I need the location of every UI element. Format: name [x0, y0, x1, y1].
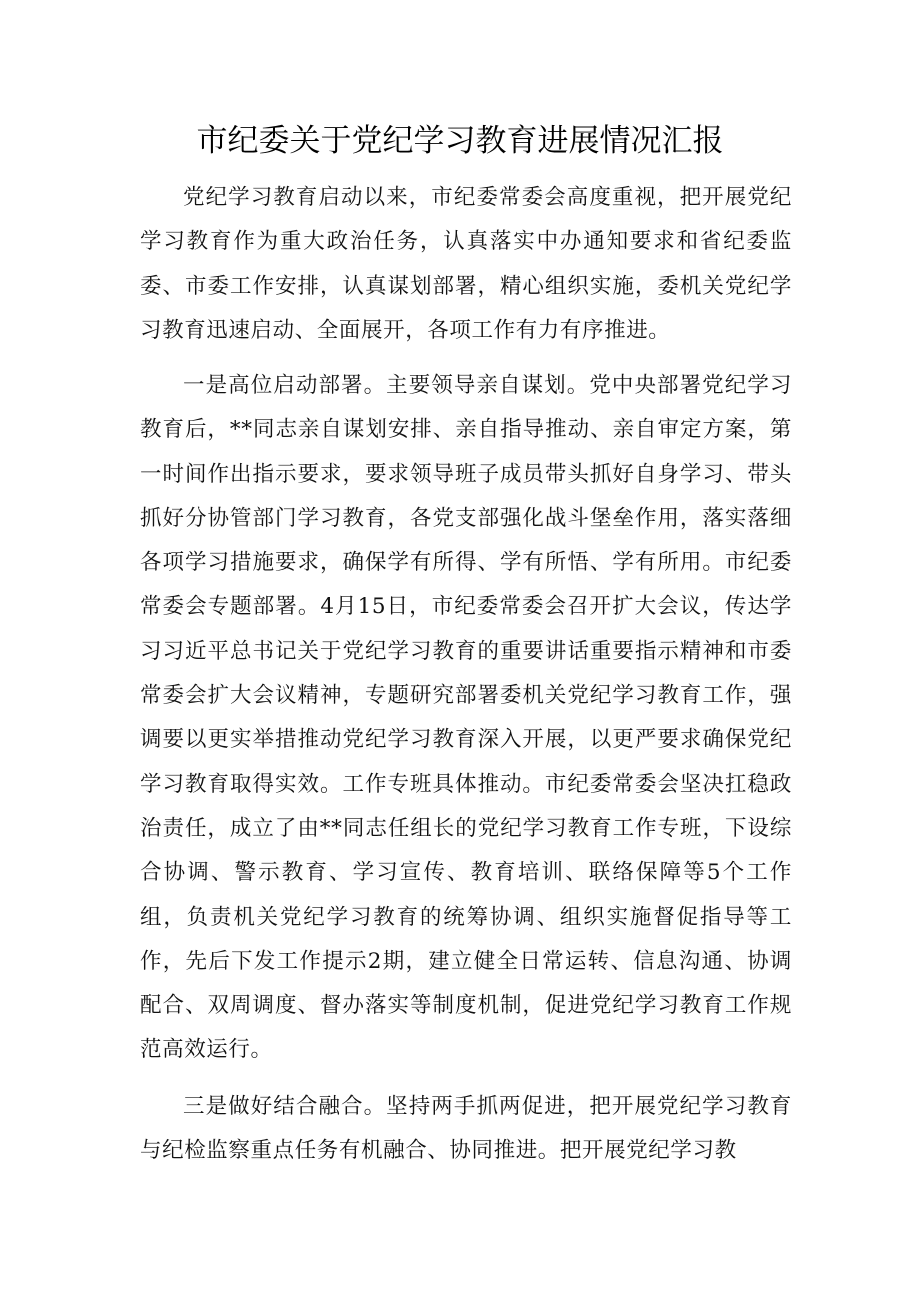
- paragraph-section-three: 三是做好结合融合。坚持两手抓两促进，把开展党纪学习教育与纪检监察重点任务有机融合、协同推进。把开展党纪学习教: [140, 1094, 792, 1164]
- paragraph-section-one: 一是高位启动部署。主要领导亲自谋划。党中央部署党纪学习教育后，**同志亲自谋划安排、亲自指导推动、亲自审定方案，第一时间作出指示要求，要求领导班子成员带头抓好自身学习、带头抓好分协管部门学习教育，各党支部强化战斗堡垒作用，落实落细各项学习措施要求，确保学有所得、学有所悟、学有所用。市纪委常委会专题部署。4月15日，市纪委常委会召开扩大会议，传达学习习近平总书记关于党纪学习教育的重要讲话重要指示精神和市委常委会扩大会议精神，专题研究部署委机关党纪学习教育工作，强调要以更实举措推动党纪学习教育深入开展，以更严要求确保党纪学习教育取得实效。工作专班具体推动。市纪委常委会坚决扛稳政治责任，成立了由**同志任组长的党纪学习教育工作专班，下设综合协调、警示教育、学习宣传、教育培训、联络保障等5个工作组，负责机关党纪学习教育的统筹协调、组织实施督促指导等工作，先后下发工作提示2期，建立健全日常运转、信息沟通、协调配合、双周调度、督办落实等制度机制，促进党纪学习教育工作规范高效运行。: [140, 373, 792, 1063]
- paragraph-intro: 党纪学习教育启动以来，市纪委常委会高度重视，把开展党纪学习教育作为重大政治任务，认真落实中办通知要求和省纪委监委、市委工作安排，认真谋划部署，精心组织实施，委机关党纪学习教育迅速启动、全面展开，各项工作有力有序推进。: [140, 185, 792, 343]
- document-title: 市纪委关于党纪学习教育进展情况汇报: [196, 123, 724, 159]
